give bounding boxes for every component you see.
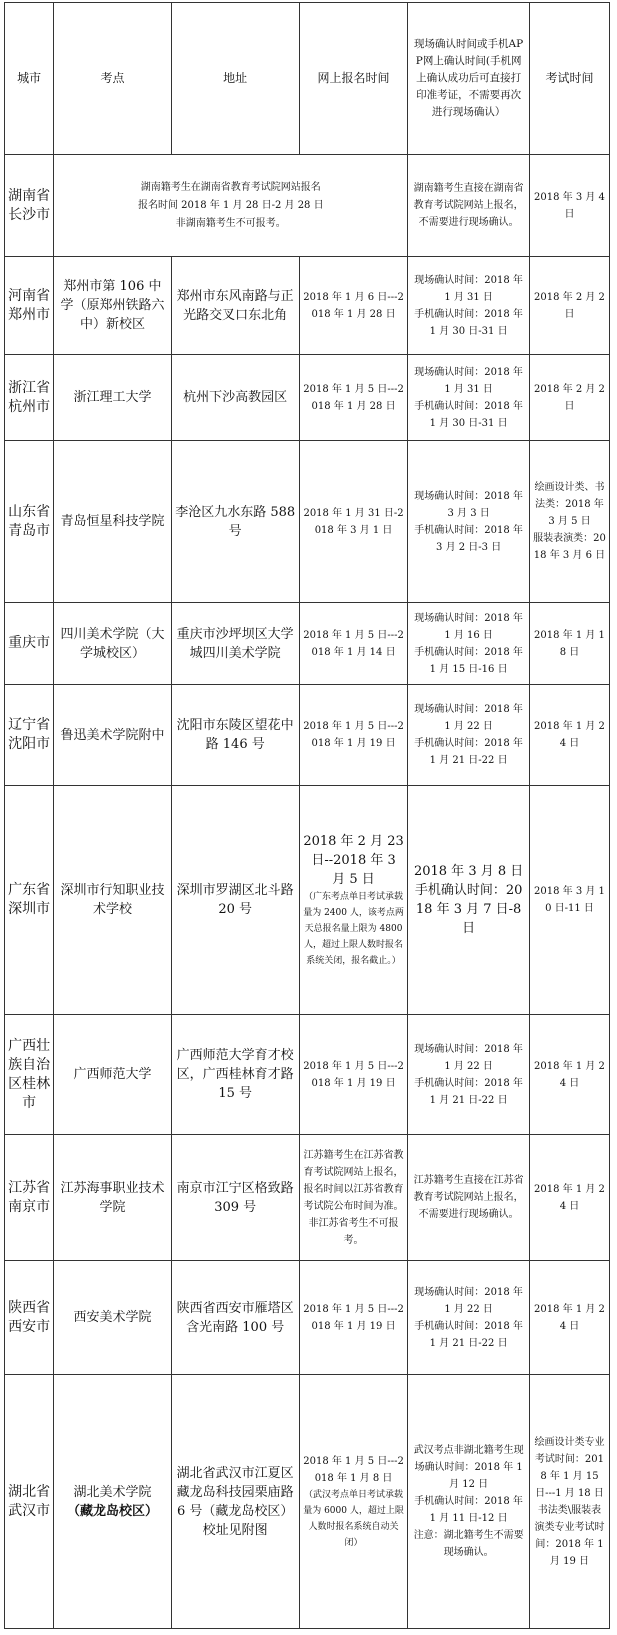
exam-schedule-table	[4, 2, 610, 1629]
exam-cell: 2018 年 3 月 10 日-11 日	[529, 786, 609, 1015]
venue-cell: 广西师范大学	[54, 1015, 171, 1135]
venue-campus: （藏龙岛校区）	[66, 1503, 158, 1519]
header-address: 地址	[171, 3, 299, 155]
city-cell: 广东省深圳市	[5, 786, 54, 1015]
venue-cell: 江苏海事职业技术学院	[54, 1135, 171, 1261]
exam-cell: 2018 年 2 月 2 日	[529, 257, 609, 355]
online-reg-cell	[299, 1375, 408, 1629]
confirm-cell: 现场确认时间：2018 年 1 月 22 日 手机确认时间：2018 年 1 月 21 日-22 日	[408, 685, 530, 786]
online-reg-cell: 2018 年 1 月 5 日---2018 年 1 月 14 日	[299, 603, 408, 685]
online-reg-cell: 江苏籍考生在江苏省教育考试院网站上报名，报名时间以江苏省教育考试院公布时间为准。非江苏省考生不可报考。	[299, 1135, 408, 1261]
header-venue: 考点	[54, 3, 171, 155]
table-row	[5, 257, 610, 355]
exam-cell: 绘画设计类专业考试时间：2018 年 1 月 15 日---1 月 18 日 书法类\服装表演类专业考试时间：2018 年 1 月 19 日	[529, 1375, 609, 1629]
online-reg-cell: 2018 年 1 月 6 日---2018 年 1 月 28 日	[299, 257, 408, 355]
online-reg-cell	[299, 786, 408, 1015]
address-cell: 郑州市东风南路与正光路交叉口东北角	[171, 257, 299, 355]
city-cell: 重庆市	[5, 603, 54, 685]
confirm-cell: 湖南籍考生直接在湖南省教育考试院网站上报名，不需要进行现场确认。	[408, 155, 530, 257]
exam-cell: 2018 年 1 月 24 日	[529, 1261, 609, 1375]
online-reg-dates: 2018 年 2 月 23 日--2018 年 3 月 5 日	[303, 833, 404, 887]
table-row	[5, 786, 610, 1015]
exam-cell: 2018 年 3 月 4 日	[529, 155, 609, 257]
confirm-cell: 现场确认时间：2018 年 1 月 22 日 手机确认时间：2018 年 1 月 21 日-22 日	[408, 1261, 530, 1375]
venue-cell: 深圳市行知职业技术学校	[54, 786, 171, 1015]
online-reg-cell: 2018 年 1 月 31 日-2018 年 3 月 1 日	[299, 441, 408, 603]
city-cell: 湖北省武汉市	[5, 1375, 54, 1629]
venue-cell: 郑州市第 106 中学（原郑州铁路六中）新校区	[54, 257, 171, 355]
confirm-cell: 现场确认时间：2018 年 1 月 31 日 手机确认时间：2018 年 1 月 30 日-31 日	[408, 355, 530, 441]
venue-cell: 四川美术学院（大学城校区）	[54, 603, 171, 685]
address-cell: 南京市江宁区格致路 309 号	[171, 1135, 299, 1261]
address-cell: 李沧区九水东路 588 号	[171, 441, 299, 603]
header-online-reg: 网上报名时间	[299, 3, 408, 155]
address-cell: 湖北省武汉市江夏区藏龙岛科技园栗庙路 6 号（藏龙岛校区）校址见附图	[171, 1375, 299, 1629]
table-row	[5, 155, 610, 257]
merged-registration-note: 湖南籍考生在湖南省教育考试院网站报名 报名时间 2018 年 1 月 28 日-2 月 28 日 非湖南籍考生不可报考。	[54, 155, 408, 257]
venue-cell: 鲁迅美术学院附中	[54, 685, 171, 786]
confirm-cell: 现场确认时间：2018 年 1 月 22 日 手机确认时间：2018 年 1 月 21 日-22 日	[408, 1015, 530, 1135]
table-row	[5, 1261, 610, 1375]
address-cell: 沈阳市东陵区望花中路 146 号	[171, 685, 299, 786]
online-reg-dates: 2018 年 1 月 5 日---2018 年 1 月 8 日	[303, 1455, 404, 1484]
confirm-cell: 武汉考点非湖北籍考生现场确认时间：2018 年 1 月 12 日 手机确认时间：2018 年 1 月 11 日-12 日 注意：湖北籍考生不需要现场确认。	[408, 1375, 530, 1629]
exam-cell: 2018 年 1 月 24 日	[529, 1015, 609, 1135]
city-cell: 浙江省杭州市	[5, 355, 54, 441]
header-confirm: 现场确认时间或手机APP网上确认时间(手机网上确认成功后可直接打印准考证，不需要再次进行现场确认）	[408, 3, 530, 155]
city-cell: 江苏省南京市	[5, 1135, 54, 1261]
venue-cell: 西安美术学院	[54, 1261, 171, 1375]
table-row	[5, 1375, 610, 1629]
header-exam: 考试时间	[529, 3, 609, 155]
address-cell: 陕西省西安市雁塔区含光南路 100 号	[171, 1261, 299, 1375]
online-reg-cell: 2018 年 1 月 5 日---2018 年 1 月 19 日	[299, 1261, 408, 1375]
table-row	[5, 1135, 610, 1261]
city-cell: 山东省青岛市	[5, 441, 54, 603]
exam-cell: 绘画设计类、书法类：2018 年 3 月 5 日 服装表演类：2018 年 3 月 6 日	[529, 441, 609, 603]
header-row	[5, 3, 610, 155]
city-cell: 河南省郑州市	[5, 257, 54, 355]
table-row	[5, 603, 610, 685]
venue-cell: 青岛恒星科技学院	[54, 441, 171, 603]
address-cell: 深圳市罗湖区北斗路 20 号	[171, 786, 299, 1015]
exam-cell: 2018 年 1 月 24 日	[529, 685, 609, 786]
confirm-cell: 现场确认时间：2018 年 3 月 3 日 手机确认时间：2018 年 3 月 2 日-3 日	[408, 441, 530, 603]
confirm-cell: 现场确认时间：2018 年 1 月 31 日 手机确认时间：2018 年 1 月 30 日-31 日	[408, 257, 530, 355]
venue-name: 湖北美术学院	[73, 1484, 152, 1500]
header-city: 城市	[5, 3, 54, 155]
venue-cell	[54, 1375, 171, 1629]
table-row	[5, 441, 610, 603]
address-cell: 广西师范大学育才校区，广西桂林育才路 15 号	[171, 1015, 299, 1135]
address-cell: 重庆市沙坪坝区大学城四川美术学院	[171, 603, 299, 685]
online-reg-cell: 2018 年 1 月 5 日---2018 年 1 月 19 日	[299, 685, 408, 786]
exam-cell: 2018 年 2 月 2 日	[529, 355, 609, 441]
venue-cell: 浙江理工大学	[54, 355, 171, 441]
online-reg-cell: 2018 年 1 月 5 日---2018 年 1 月 28 日	[299, 355, 408, 441]
online-reg-cell: 2018 年 1 月 5 日---2018 年 1 月 19 日	[299, 1015, 408, 1135]
city-cell: 广西壮族自治区桂林市	[5, 1015, 54, 1135]
exam-cell: 2018 年 1 月 18 日	[529, 603, 609, 685]
online-reg-note: （武汉考点单日考试承载量为 6000 人，超过上限人数时报名系统自动关闭）	[303, 1489, 404, 1548]
confirm-cell: 2018 年 3 月 8 日 手机确认时间：2018 年 3 月 7 日-8 日	[408, 786, 530, 1015]
table-row	[5, 1015, 610, 1135]
city-cell: 辽宁省沈阳市	[5, 685, 54, 786]
address-cell: 杭州下沙高教园区	[171, 355, 299, 441]
confirm-cell: 江苏籍考生直接在江苏省教育考试院网站上报名，不需要进行现场确认。	[408, 1135, 530, 1261]
online-reg-note: （广东考点单日考试承载量为 2400 人，该考点两天总报名量上限为 4800 人，超过上限人数时报名系统关闭，报名截止。）	[303, 891, 404, 966]
city-cell: 湖南省长沙市	[5, 155, 54, 257]
confirm-cell: 现场确认时间：2018 年 1 月 16 日 手机确认时间：2018 年 1 月 15 日-16 日	[408, 603, 530, 685]
exam-cell: 2018 年 1 月 24 日	[529, 1135, 609, 1261]
table-row	[5, 685, 610, 786]
city-cell: 陕西省西安市	[5, 1261, 54, 1375]
table-row	[5, 355, 610, 441]
